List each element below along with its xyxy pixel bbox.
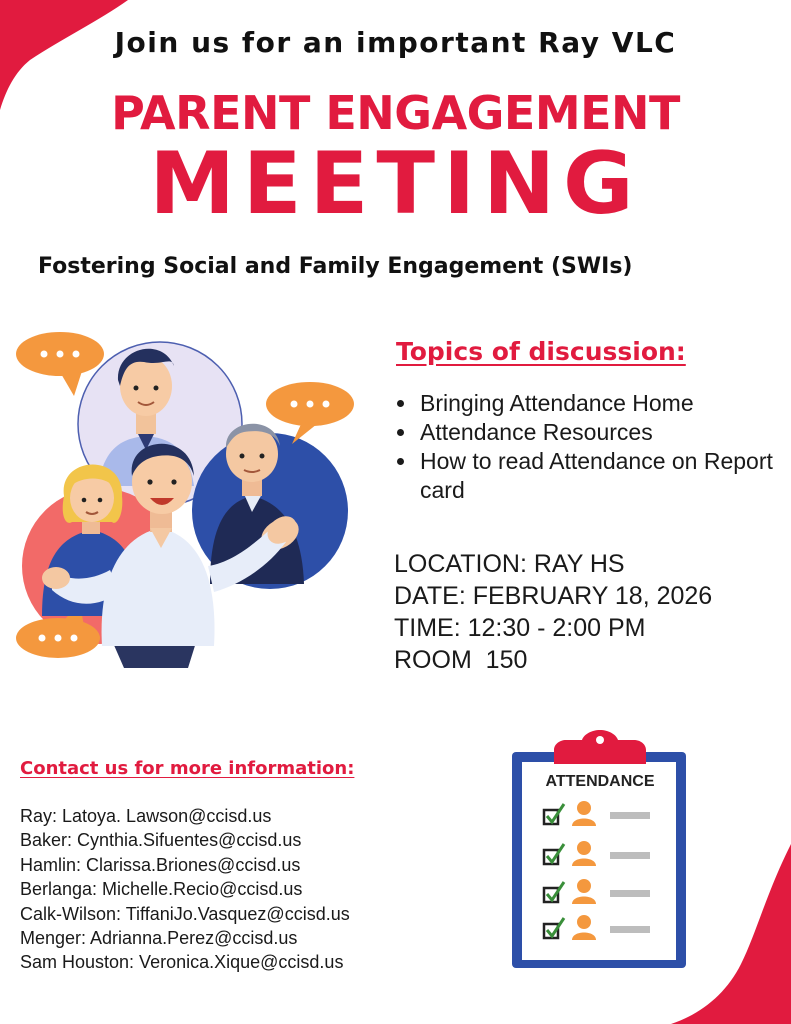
room-line: ROOM 150 xyxy=(394,646,528,674)
topic-item: • How to read Attendance on Report card xyxy=(418,447,791,505)
contact-item: Hamlin: Clarissa.Briones@ccisd.us xyxy=(20,854,301,875)
topics-heading: Topics of discussion: xyxy=(396,337,686,366)
title-line-1: PARENT ENGAGEMENT xyxy=(111,86,680,140)
contact-item: Sam Houston: Veronica.Xique@ccisd.us xyxy=(20,952,344,973)
intro-line: Join us for an important Ray VLC xyxy=(114,26,677,59)
date-line: DATE: FEBRUARY 18, 2026 xyxy=(394,582,713,610)
contact-item: Baker: Cynthia.Sifuentes@ccisd.us xyxy=(20,830,302,851)
topic-item: • Attendance Resources xyxy=(418,418,791,447)
clipboard-label: ATTENDANCE xyxy=(545,773,655,790)
location-line: LOCATION: RAY HS xyxy=(394,550,625,578)
contact-item: Calk-Wilson: TiffaniJo.Vasquez@ccisd.us xyxy=(20,903,350,924)
contact-list xyxy=(20,804,350,975)
clipboard-icon xyxy=(508,730,692,974)
subtitle: Fostering Social and Family Engagement (SWIs) xyxy=(38,254,633,279)
topics-list xyxy=(396,389,791,505)
title-line-2: MEETING xyxy=(149,134,642,234)
topic-item: • Bringing Attendance Home xyxy=(418,389,791,418)
contact-item: Menger: Adrianna.Perez@ccisd.us xyxy=(20,928,298,949)
contact-item: Berlanga: Michelle.Recio@ccisd.us xyxy=(20,879,303,900)
people-illustration xyxy=(12,326,357,671)
meeting-details xyxy=(394,548,712,676)
time-line: TIME: 12:30 - 2:00 PM xyxy=(394,614,646,642)
contact-item: Ray: Latoya. Lawson@ccisd.us xyxy=(20,806,272,826)
contact-heading: Contact us for more information: xyxy=(20,758,355,779)
